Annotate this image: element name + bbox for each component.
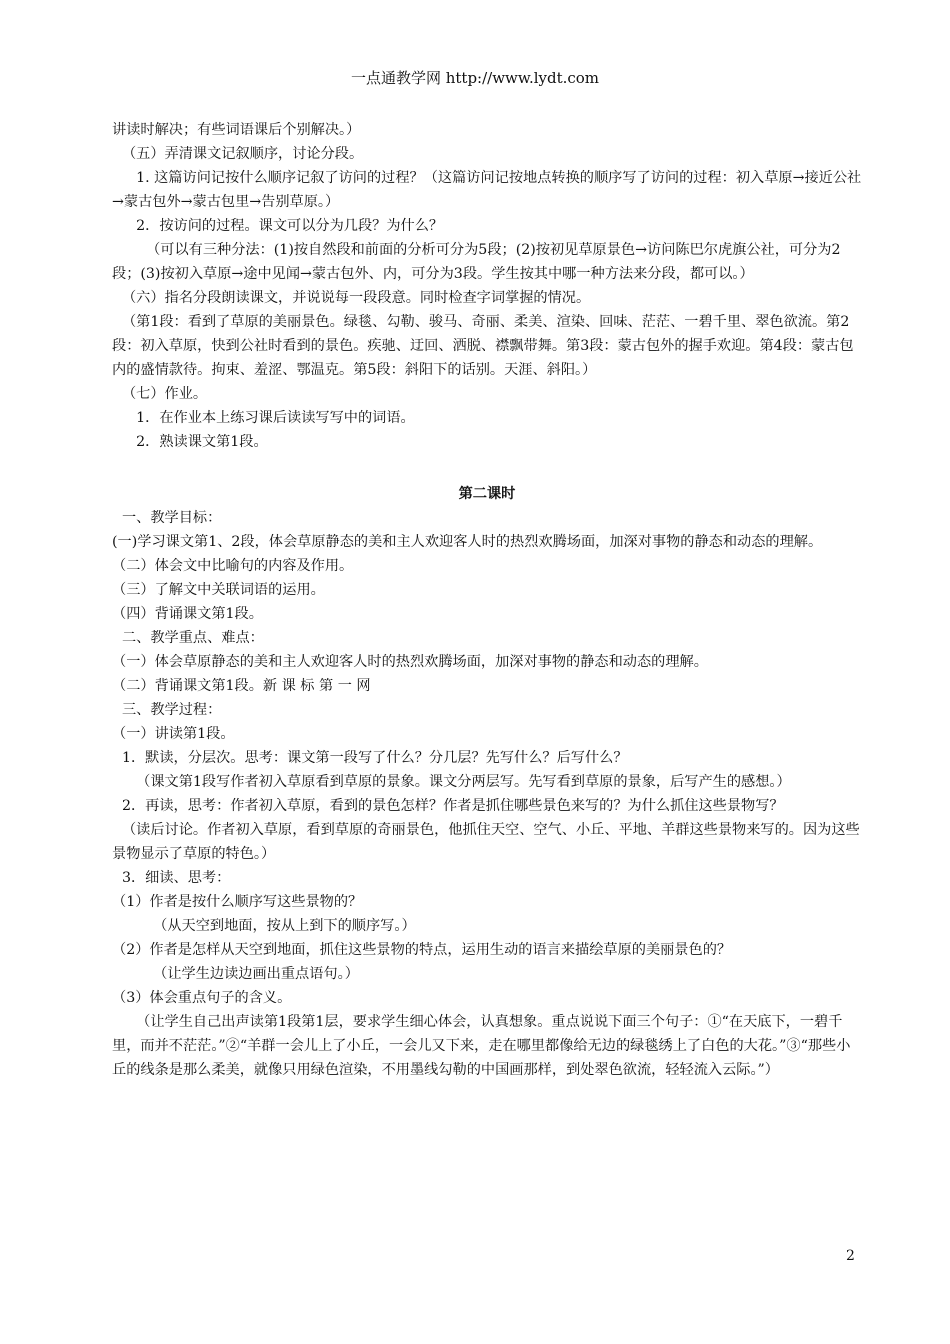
paragraph: （一）讲读第1段。: [112, 726, 235, 742]
paragraph: 讲读时解决；有些词语课后个别解决。）: [112, 122, 361, 138]
paragraph: 2．熟读课文第1段。: [136, 434, 268, 450]
paragraph: （四）背诵课文第1段。: [112, 606, 263, 622]
paragraph: 1. 这篇访问记按什么顺序记叙了访问的过程？（这篇访问记按地点转换的顺序写了访问的过程：初入草原→接近公社→蒙古包外→蒙古包里→告别草原。）: [112, 170, 862, 210]
paragraph: （三）了解文中关联词语的运用。: [112, 582, 325, 598]
paragraph: （1）作者是按什么顺序写这些景物的？: [112, 894, 363, 910]
paragraph: （让学生自己出声读第1段第1层，要求学生细心体会，认真想象。重点说说下面三个句子：①“在天底下，一碧千里，而并不茫茫。”②“羊群一会儿上了小丘，一会儿又下来，走在哪里都像给无边的绿毯绣上了白色的大花。”③“那些小丘的线条是那么柔美，就像只用绿色渲染，不用墨线勾勒的中国画那样，到处翠色欲流，轻轻流入云际。”）: [112, 1014, 851, 1078]
paragraph: （一）体会草原静态的美和主人欢迎客人时的热烈欢腾场面，加深对事物的静态和动态的理解。: [112, 654, 708, 670]
paragraph: 2．再读，思考：作者初入草原，看到的景色怎样？作者是抓住哪些景色来写的？为什么抓住这些景物写？: [121, 798, 784, 814]
document-body: [112, 118, 862, 1082]
heading: 三、教学过程：: [121, 702, 222, 718]
heading: 一、教学目标：: [121, 510, 222, 526]
paragraph: （七）作业。: [121, 386, 208, 402]
paragraph: （五）弄清课文记叙顺序，讨论分段。: [121, 146, 364, 162]
paragraph: （3）体会重点句子的含义。: [112, 990, 292, 1006]
paragraph: （从天空到地面，按从上到下的顺序写。）: [153, 918, 416, 934]
paragraph: （第1段：看到了草原的美丽景色。绿毯、勾勒、骏马、奇丽、柔美、渲染、回味、茫茫、一碧千里、翠色欲流。第2段：初入草原，快到公社时看到的景色。疾驰、迂回、洒脱、襟飘带舞。第3段：蒙古包外的握手欢迎。第4段：蒙古包内的盛情款待。拘束、羞涩、鄂温克。第5段：斜阳下的话别。天涯、斜阳。）: [112, 314, 854, 378]
paragraph: （六）指名分段朗读课文，并说说每一段段意。同时检查字词掌握的情况。: [121, 290, 591, 306]
paragraph: （让学生边读边画出重点语句。）: [153, 966, 359, 982]
paragraph: 1．默读，分层次。思考：课文第一段写了什么？分几层？先写什么？后写什么？: [121, 750, 628, 766]
paragraph: （可以有三种分法：(1)按自然段和前面的分析可分为5段；(2)按初见草原景色→访问陈巴尔虎旗公社，可分为2段；(3)按初入草原→途中见闻→蒙古包外、内，可分为3段。学生按其中哪一种方法来分段，都可以。）: [112, 242, 841, 282]
heading: 二、教学重点、难点：: [121, 630, 264, 646]
page-number: 2: [846, 1248, 855, 1264]
paragraph: （二）背诵课文第1段。新 课 标 第 一 网: [112, 678, 371, 694]
paragraph: 3．细读、思考：: [121, 870, 231, 886]
section-title: 第二课时: [458, 486, 516, 502]
paragraph: (一)学习课文第1、2段，体会草原静态的美和主人欢迎客人时的热烈欢腾场面，加深对事物的静态和动态的理解。: [112, 534, 823, 550]
paragraph: （二）体会文中比喻句的内容及作用。: [112, 558, 354, 574]
paragraph: （2）作者是怎样从天空到地面，抓住这些景物的特点，运用生动的语言来描绘草原的美丽景色的？: [112, 942, 732, 958]
paragraph: 2．按访问的过程。课文可以分为几段？为什么？: [136, 218, 444, 234]
paragraph: （读后讨论。作者初入草原，看到草原的奇丽景色，他抓住天空、空气、小丘、平地、羊群这些景物来写的。因为这些景物显示了草原的特色。）: [112, 822, 860, 862]
paragraph: （课文第1段写作者初入草原看到草原的景象。课文分两层写。先写看到草原的景象，后写产生的感想。）: [136, 774, 791, 790]
page-header: 一点通教学网 http://www.lydt.com: [350, 69, 600, 87]
paragraph: 1．在作业本上练习课后读读写写中的词语。: [136, 410, 415, 426]
